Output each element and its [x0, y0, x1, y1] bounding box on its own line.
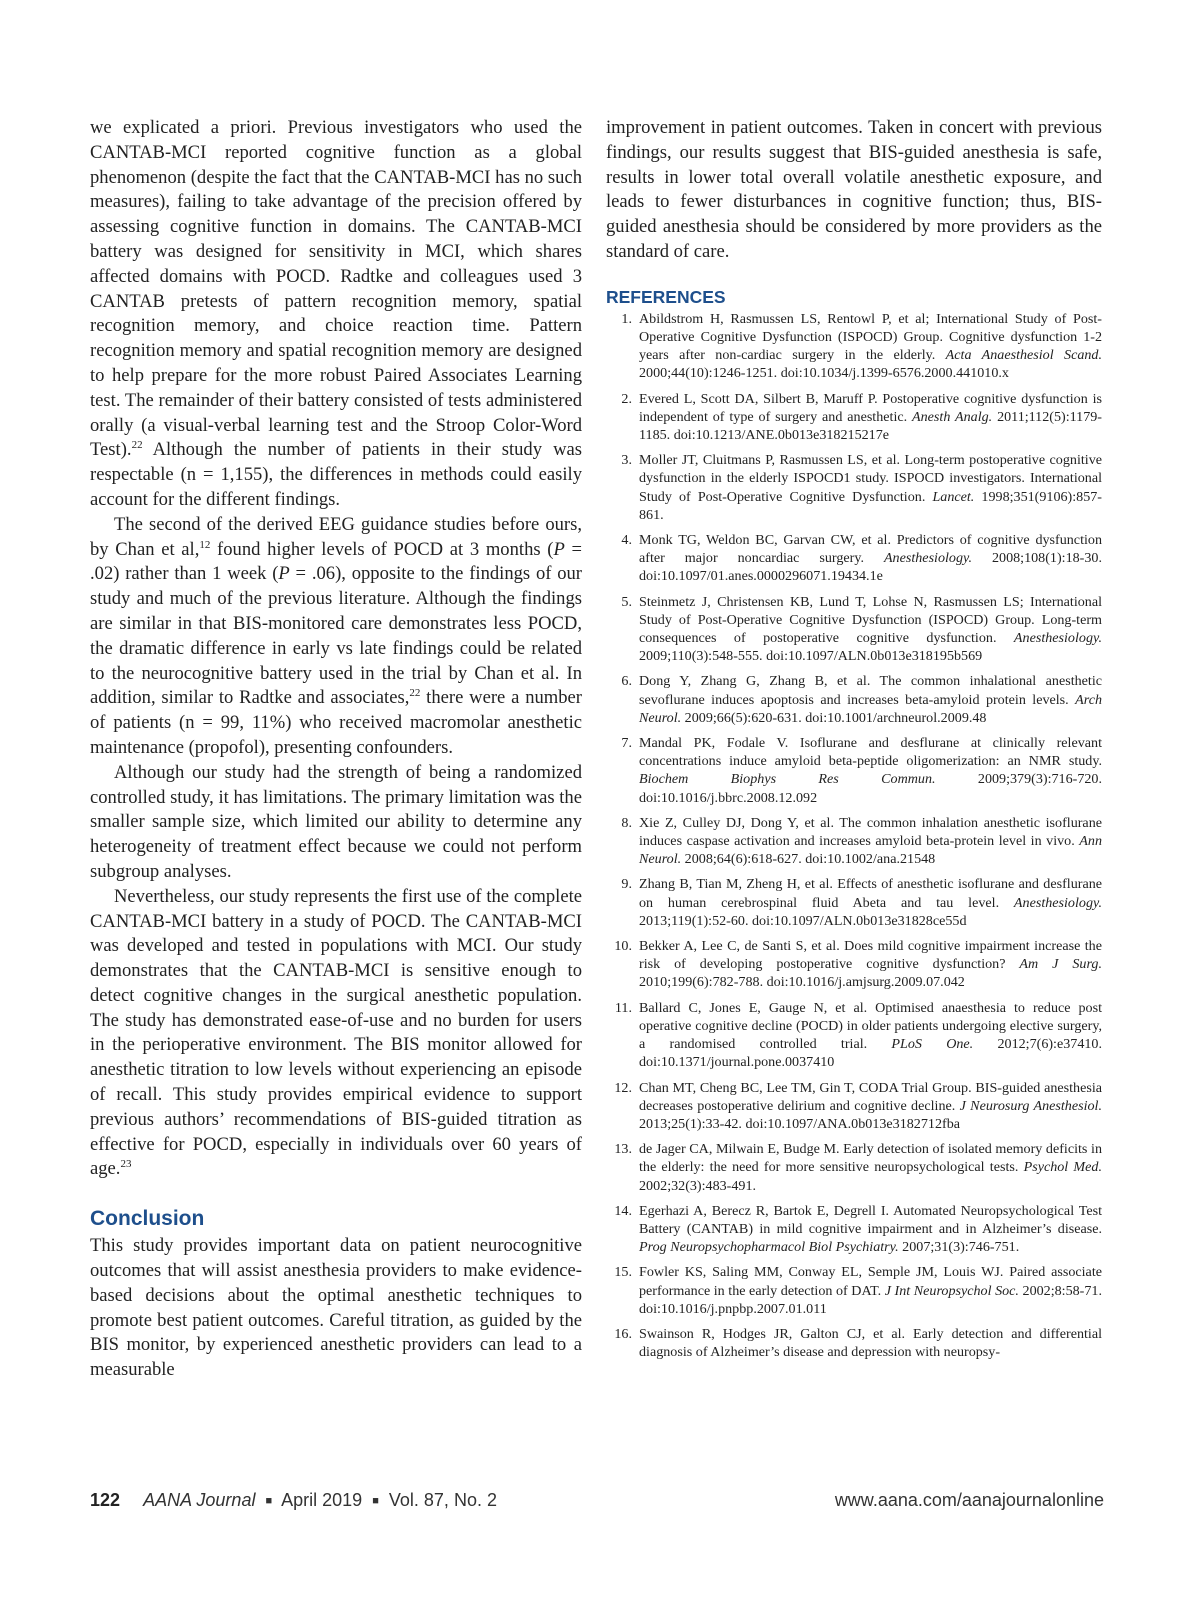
reference-text: Egerhazi A, Berecz R, Bartok E, Degrell I. Automated Neuropsychological Test Battery (CANTAB) in mild cognitive impairment and in Alzheimer’s disease. — [639, 1202, 1102, 1237]
separator-square: ■ — [372, 1495, 379, 1507]
references-heading: REFERENCES — [606, 286, 726, 307]
reference-details: 2002;32(3):483-491. — [639, 1177, 757, 1194]
reference-number: 14. — [614, 1202, 632, 1219]
reference-details: 2013;25(1):33-42. doi:10.1097/ANA.0b013e3182712fba — [639, 1115, 960, 1132]
reference-details: 2008;108(1):18-30. doi:10.1097/01.anes.0000296071.19434.1e — [639, 550, 1102, 585]
page-number: 122 — [90, 1490, 121, 1510]
reference-item — [606, 310, 1102, 383]
reference-journal: Lancet. — [932, 488, 975, 505]
reference-item — [606, 734, 1102, 807]
reference-text: Xie Z, Culley DJ, Dong Y, et al. The common inhalation anesthetic isoflurane induces caspase activation and increases amyloid beta-protein level in vivo. — [639, 814, 1102, 850]
reference-item — [606, 451, 1102, 524]
reference-number: 6. — [621, 673, 632, 690]
reference-journal: Ann Neurol. — [639, 833, 1102, 868]
reference-number: 4. — [621, 532, 632, 549]
reference-number: 7. — [621, 735, 632, 752]
journal-url[interactable]: www.aana.com/aanajournalonline — [834, 1490, 1104, 1510]
reference-number: 10. — [614, 938, 632, 955]
reference-details: 2007;31(3):746-751. — [898, 1239, 1020, 1256]
reference-number: 8. — [621, 814, 632, 831]
reference-details: 2012;7(6):e37410. doi:10.1371/journal.pone.0037410 — [639, 1036, 1102, 1071]
reference-journal: Anesthesiology. — [1013, 894, 1102, 911]
reference-number: 16. — [614, 1325, 632, 1342]
body-paragraph: improvement in patient outcomes. Taken in concert with previous findings, our results suggest that BIS-guided anesthesia is safe, results in lower total overall volatile anesthetic exposure, and leads to fewer disturbances in cognitive function; thus, BIS-guided anesthesia should be considered by more providers as the standard of care. — [606, 117, 1102, 262]
reference-journal: Am J Surg. — [1019, 956, 1103, 973]
reference-details: 2013;119(1):52-60. doi:10.1097/ALN.0b013e31828ce55d — [639, 912, 967, 929]
left-column — [90, 116, 582, 1383]
reference-number: 15. — [614, 1264, 632, 1281]
body-paragraph: Nevertheless, our study represents the first use of the complete CANTAB-MCI battery in a study of POCD. The CANTAB-MCI was developed and tested in populations with MCI. Our study demonstrates that the CANTAB-MCI is sensitive enough to detect cognitive changes in the surgical anesthetic population. The study has demonstrated ease-of-use and no burden for users in the perioperative environment. The BIS monitor allowed for anesthetic titration to low levels without experiencing an episode of recall. This study provides empirical evidence to support previous authors’ recommendations of BIS-guided titration as effective for POCD, especially in individuals over 60 years of age.$^{23}$ — [90, 885, 582, 1180]
reference-text: Ballard C, Jones E, Gauge N, et al. Optimised anaesthesia to reduce post operative cognitive decline (POCD) in older patients undergoing elective surgery, a randomised controlled trial. — [639, 999, 1102, 1053]
reference-journal: Anesthesiology. — [1013, 630, 1102, 647]
reference-number: 1. — [621, 310, 632, 327]
issue-date: April 2019 — [281, 1490, 363, 1510]
reference-journal: Arch Neurol. — [639, 691, 1102, 726]
conclusion-heading: Conclusion — [90, 1207, 205, 1231]
body-paragraph: Although our study had the strength of being a randomized controlled study, it has limitations. The primary limitation was the smaller sample size, which limited our ability to determine any heterogeneity of treatment effect because we could not perform subgroup analyses. — [90, 761, 582, 882]
page-footer — [90, 1490, 1104, 1511]
reference-details: 2002;8:58-71. doi:10.1016/j.pnpbp.2007.01.011 — [639, 1282, 1102, 1317]
reference-number: 5. — [621, 593, 632, 610]
reference-list — [606, 310, 1102, 1362]
reference-journal: Anesthesiology. — [883, 550, 973, 567]
reference-details: 1998;351(9106):857-861. — [639, 488, 1102, 523]
reference-journal: Prog Neuropsychopharmacol Biol Psychiatry. — [639, 1239, 899, 1256]
reference-details: 2009;66(5):620-631. doi:10.1001/archneurol.2009.48 — [681, 709, 987, 726]
reference-item — [606, 593, 1102, 666]
reference-item — [606, 531, 1102, 586]
reference-details: 2010;199(6):782-788. doi:10.1016/j.amjsurg.2009.07.042 — [639, 974, 965, 991]
volume-issue: Vol. 87, No. 2 — [388, 1490, 497, 1510]
reference-text: Chan MT, Cheng BC, Lee TM, Gin T, CODA Trial Group. BIS-guided anesthesia decreases postoperative delirium and cognitive decline. — [639, 1079, 1102, 1114]
reference-number: 9. — [621, 876, 632, 893]
journal-name: AANA Journal — [143, 1490, 256, 1510]
separator-square: ■ — [265, 1495, 273, 1507]
reference-item — [606, 1079, 1102, 1134]
reference-number: 11. — [614, 999, 632, 1016]
reference-journal: PLoS One. — [891, 1036, 974, 1053]
citation-superscript: 22 — [409, 687, 421, 700]
reference-item — [606, 1140, 1102, 1195]
reference-journal: Psychol Med. — [1023, 1159, 1102, 1176]
right-column — [606, 116, 1102, 1368]
reference-journal: Biochem Biophys Res Commun. — [639, 771, 936, 788]
citation-superscript: 22 — [131, 439, 143, 452]
reference-item — [606, 937, 1102, 992]
reference-item — [606, 1202, 1102, 1257]
reference-text: Monk TG, Weldon BC, Garvan CW, et al. Predictors of cognitive dysfunction after major noncardiac surgery. — [639, 532, 1102, 567]
reference-number: 13. — [614, 1141, 632, 1158]
reference-number: 3. — [621, 452, 632, 469]
citation-superscript: 23 — [120, 1158, 132, 1171]
reference-text: Mandal PK, Fodale V. Isoflurane and desflurane at clinically relevant concentrations induce amyloid beta-peptide oligomerization: an NMR study. — [639, 735, 1102, 770]
reference-text: Evered L, Scott DA, Silbert B, Maruff P. Postoperative cognitive dysfunction is independent of type of surgery and anesthetic. — [639, 390, 1102, 425]
reference-item — [606, 875, 1102, 930]
reference-item — [606, 390, 1102, 445]
reference-journal: Anesth Analg. — [912, 408, 993, 425]
reference-item — [606, 1325, 1102, 1361]
reference-item — [606, 999, 1102, 1072]
reference-text: de Jager CA, Milwain E, Budge M. Early detection of isolated memory deficits in the elderly: the need for more sensitive neuropsychological tests. — [639, 1141, 1102, 1176]
reference-item — [606, 672, 1102, 727]
reference-details: 2009;379(3):716-720. doi:10.1016/j.bbrc.2008.12.092 — [639, 771, 1102, 806]
reference-item — [606, 1263, 1102, 1318]
reference-details: 2000;44(10):1246-1251. doi:10.1034/j.1399-6576.2000.441010.x — [639, 365, 1009, 382]
reference-text: Fowler KS, Saling MM, Conway EL, Semple JM, Louis WJ. Paired associate performance in the early detection of DAT. — [639, 1264, 1102, 1299]
conclusion-paragraph: This study provides important data on patient neurocognitive outcomes that will assist anesthesia providers to make evidence-based decisions about the optimal anesthetic techniques to promote best patient outcomes. Careful titration, as guided by the BIS monitor, by experienced anesthetic providers can lead to a measurable — [90, 1235, 582, 1381]
reference-text: Moller JT, Cluitmans P, Rasmussen LS, et al. Long-term postoperative cognitive dysfunction in the elderly ISPOCD1 study. ISPOCD investigators. International Study of Post-Operative Cognitive Dysfunction. — [639, 452, 1102, 505]
reference-journal: J Neurosurg Anesthesiol. — [959, 1097, 1102, 1114]
reference-journal: J Int Neuropsychol Soc. — [884, 1282, 1019, 1299]
body-paragraph: we explicated a priori. Previous investigators who used the CANTAB-MCI reported cognitive function as a global phenomenon (despite the fact that the CANTAB-MCI has no such measures), failing to take advantage of the precision offered by assessing cognitive function in domains. The CANTAB-MCI battery was designed for sensitivity in MCI, which shares affected domains with POCD. Radtke and colleagues used 3 CANTAB pretests of pattern recognition memory, spatial recognition memory, and choice reaction time. Pattern recognition memory and spatial recognition memory are designed to help prepare for the more robust Paired Associates Learning test. The remainder of their battery consisted of tests administered orally (a visual-verbal learning test and the Stroop Color-Word Test).$^{22}$ Although the number of patients in their study was respectable (n = 1,155), the differences in methods could easily account for the different findings. — [90, 117, 582, 510]
reference-number: 12. — [614, 1079, 632, 1096]
reference-number: 2. — [621, 390, 632, 407]
reference-details: 2009;110(3):548-555. doi:10.1097/ALN.0b013e318195b569 — [639, 648, 983, 665]
reference-text: Abildstrom H, Rasmussen LS, Rentowl P, et al; International Study of Post-Operative Cognitive Dysfunction (ISPOCD) Group. Cognitive dysfunction 1-2 years after non-cardiac surgery in the elderly. — [639, 310, 1102, 364]
body-paragraph: The second of the derived EEG guidance studies before ours, by Chan et al,$^{12}$ found higher levels of POCD at 3 months (P = .02) rather than 1 week (P = .06), opposite to the findings of our study and much of the previous literature. Although the findings are similar in that BIS-monitored care demonstrates less POCD, the dramatic difference in early vs late findings could be related to the neurocognitive battery used in the trial by Chan et al. In addition, similar to Radtke and associates,$^{22}$ there were a number of patients (n = 99, 11%) who received macromolar anesthetic maintenance (propofol), presenting confounders. — [90, 513, 583, 758]
reference-text: Steinmetz J, Christensen KB, Lund T, Lohse N, Rasmussen LS; International Study of Post-Operative Cognitive Dysfunction (ISPOCD) Group. Long-term consequences of postoperative cognitive dysfunction. — [639, 593, 1102, 647]
reference-text: Zhang B, Tian M, Zheng H, et al. Effects of anesthetic isoflurane and desflurane on human cerebrospinal fluid Abeta and tau level. — [639, 876, 1102, 911]
reference-item — [606, 814, 1102, 869]
reference-text: Dong Y, Zhang G, Zhang B, et al. The common inhalational anesthetic sevoflurane induces apoptosis and increases beta-amyloid protein levels. — [639, 673, 1102, 708]
citation-superscript: 12 — [199, 538, 211, 551]
reference-journal: Acta Anaesthesiol Scand. — [945, 347, 1102, 364]
reference-text: Swainson R, Hodges JR, Galton CJ, et al. Early detection and differential diagnosis of Alzheimer’s disease and depression with neuropsy- — [639, 1325, 1102, 1361]
reference-details: 2008;64(6):618-627. doi:10.1002/ana.21548 — [681, 851, 936, 868]
reference-details: 2011;112(5):1179-1185. doi:10.1213/ANE.0b013e318215217e — [639, 408, 1102, 443]
reference-text: Bekker A, Lee C, de Santi S, et al. Does mild cognitive impairment increase the risk of developing postoperative cognitive dysfunction? — [639, 938, 1102, 973]
